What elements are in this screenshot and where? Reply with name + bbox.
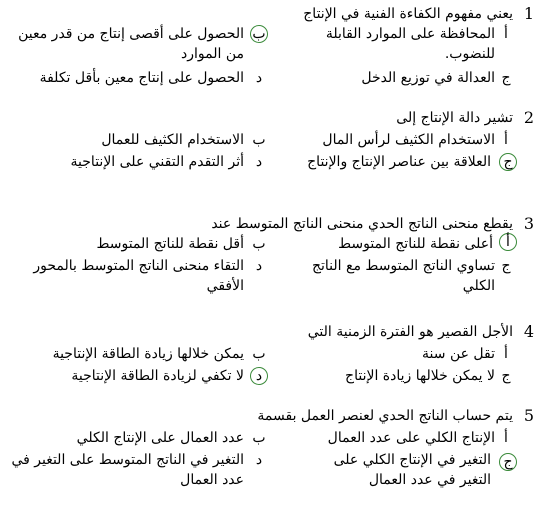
option-text[interactable]: الاستخدام الكثيف لرأس المال — [322, 132, 495, 148]
option-letter[interactable]: أ — [504, 26, 508, 42]
option-text[interactable]: التقاء منحنى الناتج المتوسط بالمحور الأفقي — [33, 258, 244, 294]
option-text[interactable]: الحصول على إنتاج معين بأقل تكلفة — [39, 70, 244, 86]
option-letter[interactable]: أ — [504, 346, 508, 362]
option-letter[interactable]: ج — [503, 454, 513, 470]
question-text: يتم حساب الناتج الحدي لعنصر العمل بقسمة — [257, 408, 513, 424]
question-number: 2 — [523, 108, 535, 127]
option-text[interactable]: أقل نقطة للناتج المتوسط — [96, 236, 244, 252]
option-letter[interactable]: ج — [501, 70, 511, 86]
option-letter[interactable]: ب — [252, 346, 266, 362]
question-2 — [0, 108, 543, 198]
option-letter[interactable]: ج — [503, 154, 513, 170]
option-text[interactable]: لا يمكن خلالها زيادة الإنتاج — [345, 368, 495, 384]
question-text: يعني مفهوم الكفاءة الفنية في الإنتاج — [303, 6, 513, 22]
question-3 — [0, 214, 543, 304]
question-text: الأجل القصير هو الفترة الزمنية التي — [307, 324, 513, 340]
option-text[interactable]: أثر التقدم التقني على الإنتاجية — [70, 154, 244, 170]
option-letter[interactable]: د — [255, 154, 263, 170]
option-letter[interactable]: أ — [506, 234, 510, 250]
option-text[interactable]: التغير في الإنتاج الكلي على التغير في عدد العمال — [333, 452, 491, 488]
option-text[interactable]: المحافظة على الموارد القابلة للنضوب. — [325, 26, 495, 62]
option-letter[interactable]: ب — [252, 430, 266, 446]
question-text: يقطع منحنى الناتج الحدي منحنى الناتج المتوسط عند — [211, 216, 513, 232]
option-letter[interactable]: ج — [501, 258, 511, 274]
option-letter[interactable]: أ — [504, 132, 508, 148]
option-text[interactable]: لا تكفي لزيادة الطاقة الإنتاجية — [71, 368, 244, 384]
option-text[interactable]: عدد العمال على الإنتاج الكلي — [76, 430, 244, 446]
option-text[interactable]: الحصول على أقصى إنتاج من قدر معين من الموارد — [18, 26, 244, 62]
question-text: تشير دالة الإنتاج إلى — [396, 110, 513, 126]
question-number: 5 — [523, 406, 535, 425]
option-text[interactable]: الاستخدام الكثيف للعمال — [101, 132, 244, 148]
option-letter[interactable]: د — [255, 452, 263, 468]
question-4 — [0, 322, 543, 392]
option-text[interactable]: أعلى نقطة للناتج المتوسط — [338, 236, 493, 252]
question-number: 1 — [523, 4, 535, 23]
option-letter[interactable]: د — [255, 258, 263, 274]
option-text[interactable]: العلاقة بين عناصر الإنتاج والإنتاج — [307, 154, 491, 170]
option-letter[interactable]: د — [255, 368, 263, 384]
question-1 — [0, 4, 543, 94]
option-text[interactable]: يمكن خلالها زيادة الطاقة الإنتاجية — [52, 346, 244, 362]
option-text[interactable]: التغير في الناتج المتوسط على التغير في عدد العمال — [11, 452, 244, 488]
option-text[interactable]: الإنتاج الكلي على عدد العمال — [327, 430, 495, 446]
option-letter[interactable]: ب — [252, 26, 266, 42]
option-text[interactable]: العدالة في توزيع الدخل — [361, 70, 495, 86]
option-text[interactable]: تساوي الناتج المتوسط مع الناتج الكلي — [311, 258, 495, 294]
question-number: 3 — [523, 214, 535, 233]
option-letter[interactable]: ب — [252, 132, 266, 148]
option-letter[interactable]: د — [255, 70, 263, 86]
option-letter[interactable]: أ — [504, 430, 508, 446]
option-letter[interactable]: ج — [501, 368, 511, 384]
option-letter[interactable]: ب — [252, 236, 266, 252]
question-5 — [0, 406, 543, 506]
question-number: 4 — [523, 322, 535, 341]
option-text[interactable]: تقل عن سنة — [422, 346, 495, 362]
